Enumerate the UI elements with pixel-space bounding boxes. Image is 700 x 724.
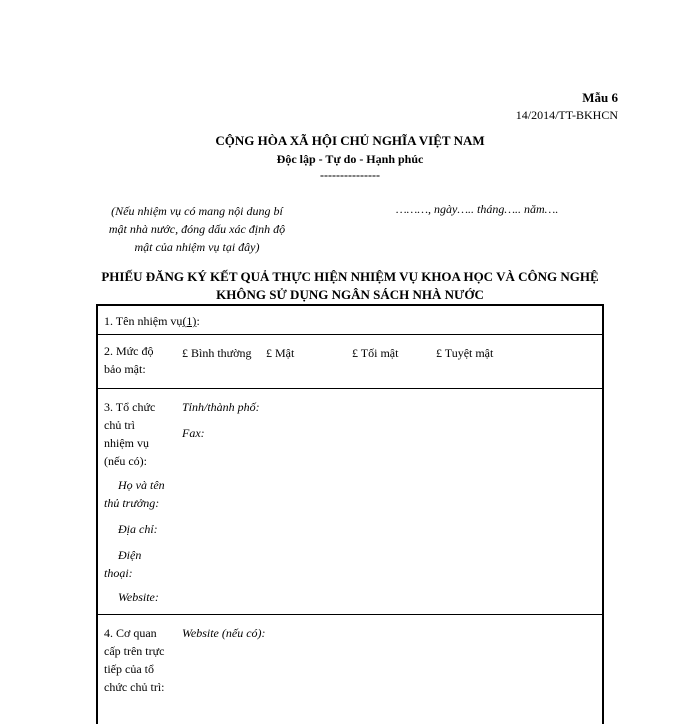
supervising-label-line-1: 4. Cơ quan (104, 626, 157, 640)
row-divider (98, 614, 602, 615)
fax-field-label[interactable]: Fax: (182, 426, 205, 440)
security-option-secret[interactable]: £ Mật (266, 346, 295, 360)
row-divider (98, 334, 602, 335)
phone-label-line-1: Điện (118, 548, 142, 562)
supervising-label-line-3: tiếp của tổ (104, 662, 154, 676)
row-divider (98, 388, 602, 389)
host-org-label-line-3: nhiệm vụ (104, 436, 149, 450)
nation-motto: Độc lập - Tự do - Hạnh phúc (276, 152, 424, 166)
nation-name: CỘNG HÒA XÃ HỘI CHỦ NGHĨA VIỆT NAM (215, 133, 485, 148)
task-name-label: 1. Tên nhiệm vụ (104, 314, 183, 328)
security-option-highest-secret[interactable]: £ Tuyệt mật (436, 346, 494, 360)
security-option-top-secret[interactable]: £ Tối mật (352, 346, 399, 360)
supervising-label-line-2: cấp trên trực (104, 644, 165, 658)
supervising-website-field-label[interactable]: Website (nếu có): (182, 626, 266, 640)
phone-field-label[interactable] (104, 546, 142, 582)
head-name-line-1: Họ và tên (118, 478, 165, 492)
form-title-line-1: PHIẾU ĐĂNG KÝ KẾT QUẢ THỰC HIỆN NHIỆM VỤ KHOA HỌC VÀ CÔNG NGHỆ (101, 269, 599, 284)
motto-divider: --------------- (320, 168, 380, 182)
registration-form-table (96, 304, 604, 724)
form-title-line-2: KHÔNG SỬ DỤNG NGÂN SÁCH NHÀ NƯỚC (216, 287, 484, 302)
security-level-label-line-1: 2. Mức độ (104, 344, 154, 358)
task-name-colon: : (196, 314, 200, 328)
task-name-field[interactable] (104, 312, 200, 330)
dateline: ………, ngày….. tháng….. năm…. (396, 202, 559, 216)
form-number: Mẫu 6 (582, 90, 618, 105)
province-field-label[interactable]: Tỉnh/thành phố: (182, 400, 260, 414)
form-title (60, 268, 640, 304)
host-org-label-line-4: (nếu có): (104, 454, 147, 468)
security-level-label (104, 342, 154, 378)
supervising-agency-label (104, 624, 164, 696)
address-field-label[interactable]: Địa chỉ: (118, 522, 158, 536)
head-name-field-label[interactable] (104, 476, 165, 512)
phone-label-line-2: thoại: (104, 566, 133, 580)
host-organization-label (104, 398, 155, 470)
supervising-label-line-4: chức chủ trì: (104, 680, 165, 694)
head-name-line-2: thủ trưởng: (104, 496, 160, 510)
footnote-ref: (1) (182, 314, 197, 328)
secrecy-note (84, 202, 310, 256)
host-org-label-line-1: 3. Tổ chức (104, 400, 156, 414)
secrecy-note-line-1: (Nếu nhiệm vụ có mang nội dung bí (111, 204, 283, 218)
secrecy-note-line-3: mật của nhiệm vụ tại đây) (134, 240, 260, 254)
host-org-label-line-2: chủ trì (104, 418, 135, 432)
security-option-normal[interactable]: £ Bình thường (182, 346, 252, 360)
secrecy-note-line-2: mật nhà nước, đóng dấu xác định độ (108, 222, 286, 236)
security-level-label-line-2: bảo mật: (104, 362, 146, 376)
website-field-label[interactable]: Website: (118, 590, 159, 604)
circular-reference: 14/2014/TT-BKHCN (515, 108, 618, 122)
